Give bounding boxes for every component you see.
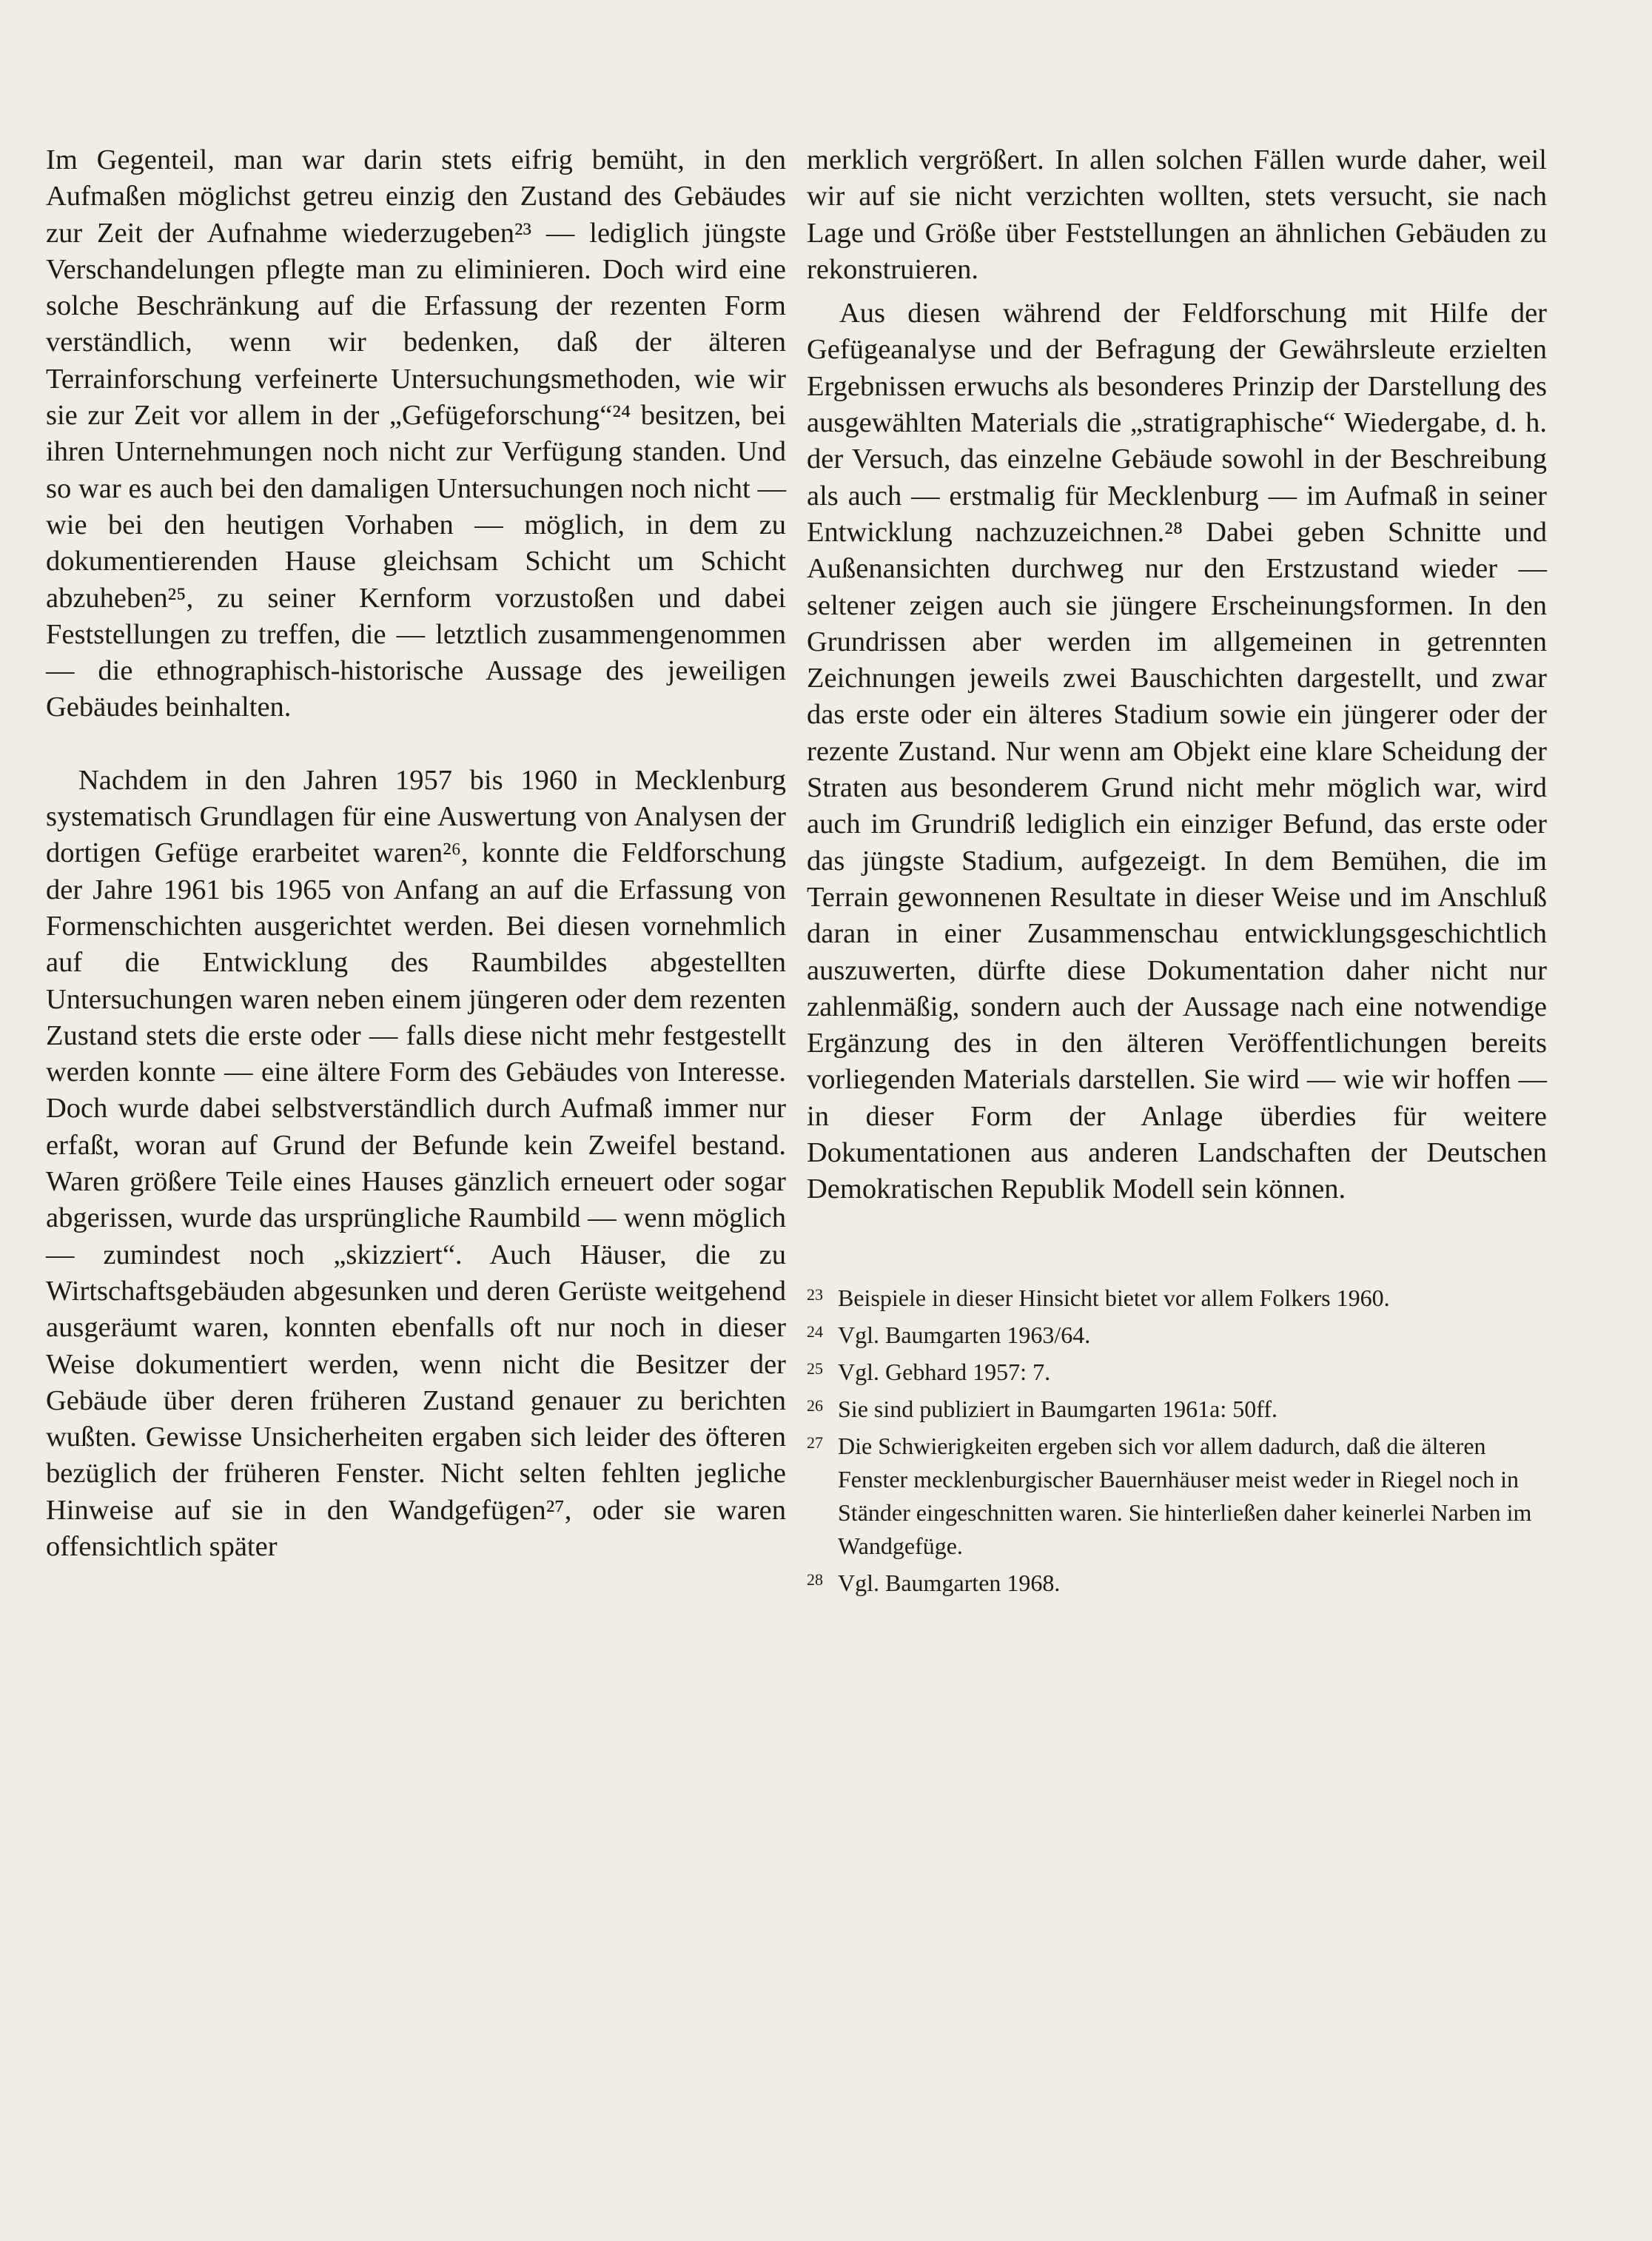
body-paragraph: Nachdem in den Jahren 1957 bis 1960 in Mecklenburg systematisch Grundlagen für eine Auswertung von Analysen der dortigen Gefüge erarbeitet waren²⁶, konnte die Feldforschung der Jahre 1961 bis 1965 von Anfang an auf die Erfassung von Formenschichten ausgerichtet werden. Bei diesen vornehmlich auf die Entwicklung des Raumbildes abgestellten Untersuchungen waren neben einem jüngeren oder dem rezenten Zustand stets die erste oder — falls diese nicht mehr festgestellt werden konnte — eine ältere Form des Gebäudes von Interesse. Doch wurde dabei selbstverständlich durch Aufmaß immer nur erfaßt, woran auf Grund der Befunde kein Zweifel bestand. Waren größere Teile eines Hauses gänzlich erneuert oder sogar abgerissen, wurde das ursprüngliche Raumbild — wenn möglich — zumindest noch „skizziert“. Auch Häuser, die zu Wirtschaftsgebäuden abgesunken und deren Gerüste weitgehend ausgeräumt waren, konnten ebenfalls oft nur noch in dieser Weise dokumentiert werden, wenn nicht die Besitzer der Gebäude über deren früheren Zustand genauer zu berichten wußten. Gewisse Unsicherheiten ergaben sich leider des öfteren bezüglich der früheren Fenster. Nicht selten fehlten jegliche Hinweise auf sie in den Wandgefügen²⁷, oder sie waren offensichtlich später [46, 764, 786, 1562]
footnote-number: 27 [807, 1433, 823, 1452]
footnote [807, 1563, 1547, 1600]
footnote-number: 26 [807, 1396, 823, 1415]
footnote [807, 1278, 1547, 1315]
footnote [807, 1426, 1547, 1563]
footnote-text: Vgl. Gebhard 1957: 7. [838, 1358, 1051, 1385]
footnote [807, 1389, 1547, 1426]
footnote-number: 23 [807, 1284, 823, 1304]
body-paragraph: Aus diesen während der Feldforschung mit Hilfe der Gefügeanalyse und der Befragung der Gewährsleute erzielten Ergebnissen erwuchs als besonderes Prinzip der Darstellung des ausgewählten Materials die „stratigraphische“ Wiedergabe, d. h. der Versuch, das einzelne Gebäude sowohl in der Beschreibung als auch — erstmalig für Mecklenburg — im Aufmaß in seiner Entwicklung nachzuzeichnen.²⁸ Dabei geben Schnitte und Außenansichten durchweg nur den Erstzustand wieder — seltener zeigen auch sie jüngere Erscheinungsformen. In den Grundrissen aber werden im allgemeinen in getrennten Zeichnungen jeweils zwei Bauschichten dargestellt, und zwar das erste oder ein älteres Stadium sowie ein jüngerer oder der rezente Zustand. Nur wenn am Objekt eine klare Scheidung der Straten aus besonderem Grund nicht mehr möglich war, wird auch im Grundriß lediglich ein einziger Befund, das erste oder das jüngste Stadium, aufgezeigt. In dem Bemühen, die im Terrain gewonnenen Resultate in dieser Weise und im Anschluß daran in einer Zusammenschau entwicklungsgeschichtlich auszuwerten, dürfte diese Dokumentation daher nicht nur zahlenmäßig, sondern auch der Aussage nach eine notwendige Ergänzung des in den älteren Veröffentlichungen bereits vorliegenden Materials darstellen. Sie wird — wie wir hoffen — in dieser Form der Anlage überdies für weitere Dokumentationen aus anderen Landschaften der Deutschen Demokratischen Republik Modell sein können. [807, 298, 1547, 1205]
footnote-text: Sie sind publiziert in Baumgarten 1961a: 50ff. [838, 1395, 1277, 1422]
footnote-text: Beispiele in dieser Hinsicht bietet vor allem Folkers 1960. [838, 1284, 1390, 1311]
footnote-text: Die Schwierigkeiten ergeben sich vor allem dadurch, daß die älteren Fenster mecklenburgischer Bauernhäuser meist weder in Riegel noch in Ständer eingeschnitten waren. Sie hinterließen daher keinerlei Narben im Wandgefüge. [838, 1432, 1532, 1559]
footnotes [807, 1278, 1547, 1600]
footnote-text: Vgl. Baumgarten 1963/64. [838, 1321, 1091, 1348]
body-paragraph: Im Gegenteil, man war darin stets eifrig bemüht, in den Aufmaßen möglichst getreu einzig den Zustand des Gebäudes zur Zeit der Aufnahme wiederzugeben²³ — lediglich jüngste Verschandelungen pflegte man zu eliminieren. Doch wird eine solche Beschränkung auf die Erfassung der rezenten Form verständlich, wenn wir bedenken, daß der älteren Terrainforschung verfeinerte Untersuchungsmethoden, wie wir sie zur Zeit vor allem in der „Gefügeforschung“²⁴ besitzen, bei ihren Unternehmungen noch nicht zur Verfügung standen. Und so war es auch bei den damaligen Untersuchungen noch nicht — wie bei den heutigen Vorhaben — möglich, in dem zu dokumentierenden Hause gleichsam Schicht um Schicht abzuheben²⁵, zu seiner Kernform vorzustoßen und dabei Feststellungen zu treffen, die — letztlich zusammengenommen — die ethnographisch-historische Aussage des jeweiligen Gebäudes beinhalten. [46, 144, 786, 723]
footnote-number: 25 [807, 1359, 823, 1378]
left-column [46, 142, 786, 1565]
footnote [807, 1352, 1547, 1389]
body-paragraph: merklich vergrößert. In allen solchen Fällen wurde daher, weil wir auf sie nicht verzichten wollten, stets versucht, sie nach Lage und Größe über Feststellungen an ähnlichen Gebäuden zu rekonstruieren. [807, 144, 1547, 285]
footnote-text: Vgl. Baumgarten 1968. [838, 1569, 1061, 1596]
footnote [807, 1315, 1547, 1352]
footnote-number: 28 [807, 1570, 823, 1589]
footnote-number: 24 [807, 1322, 823, 1341]
right-column [807, 142, 1547, 1600]
